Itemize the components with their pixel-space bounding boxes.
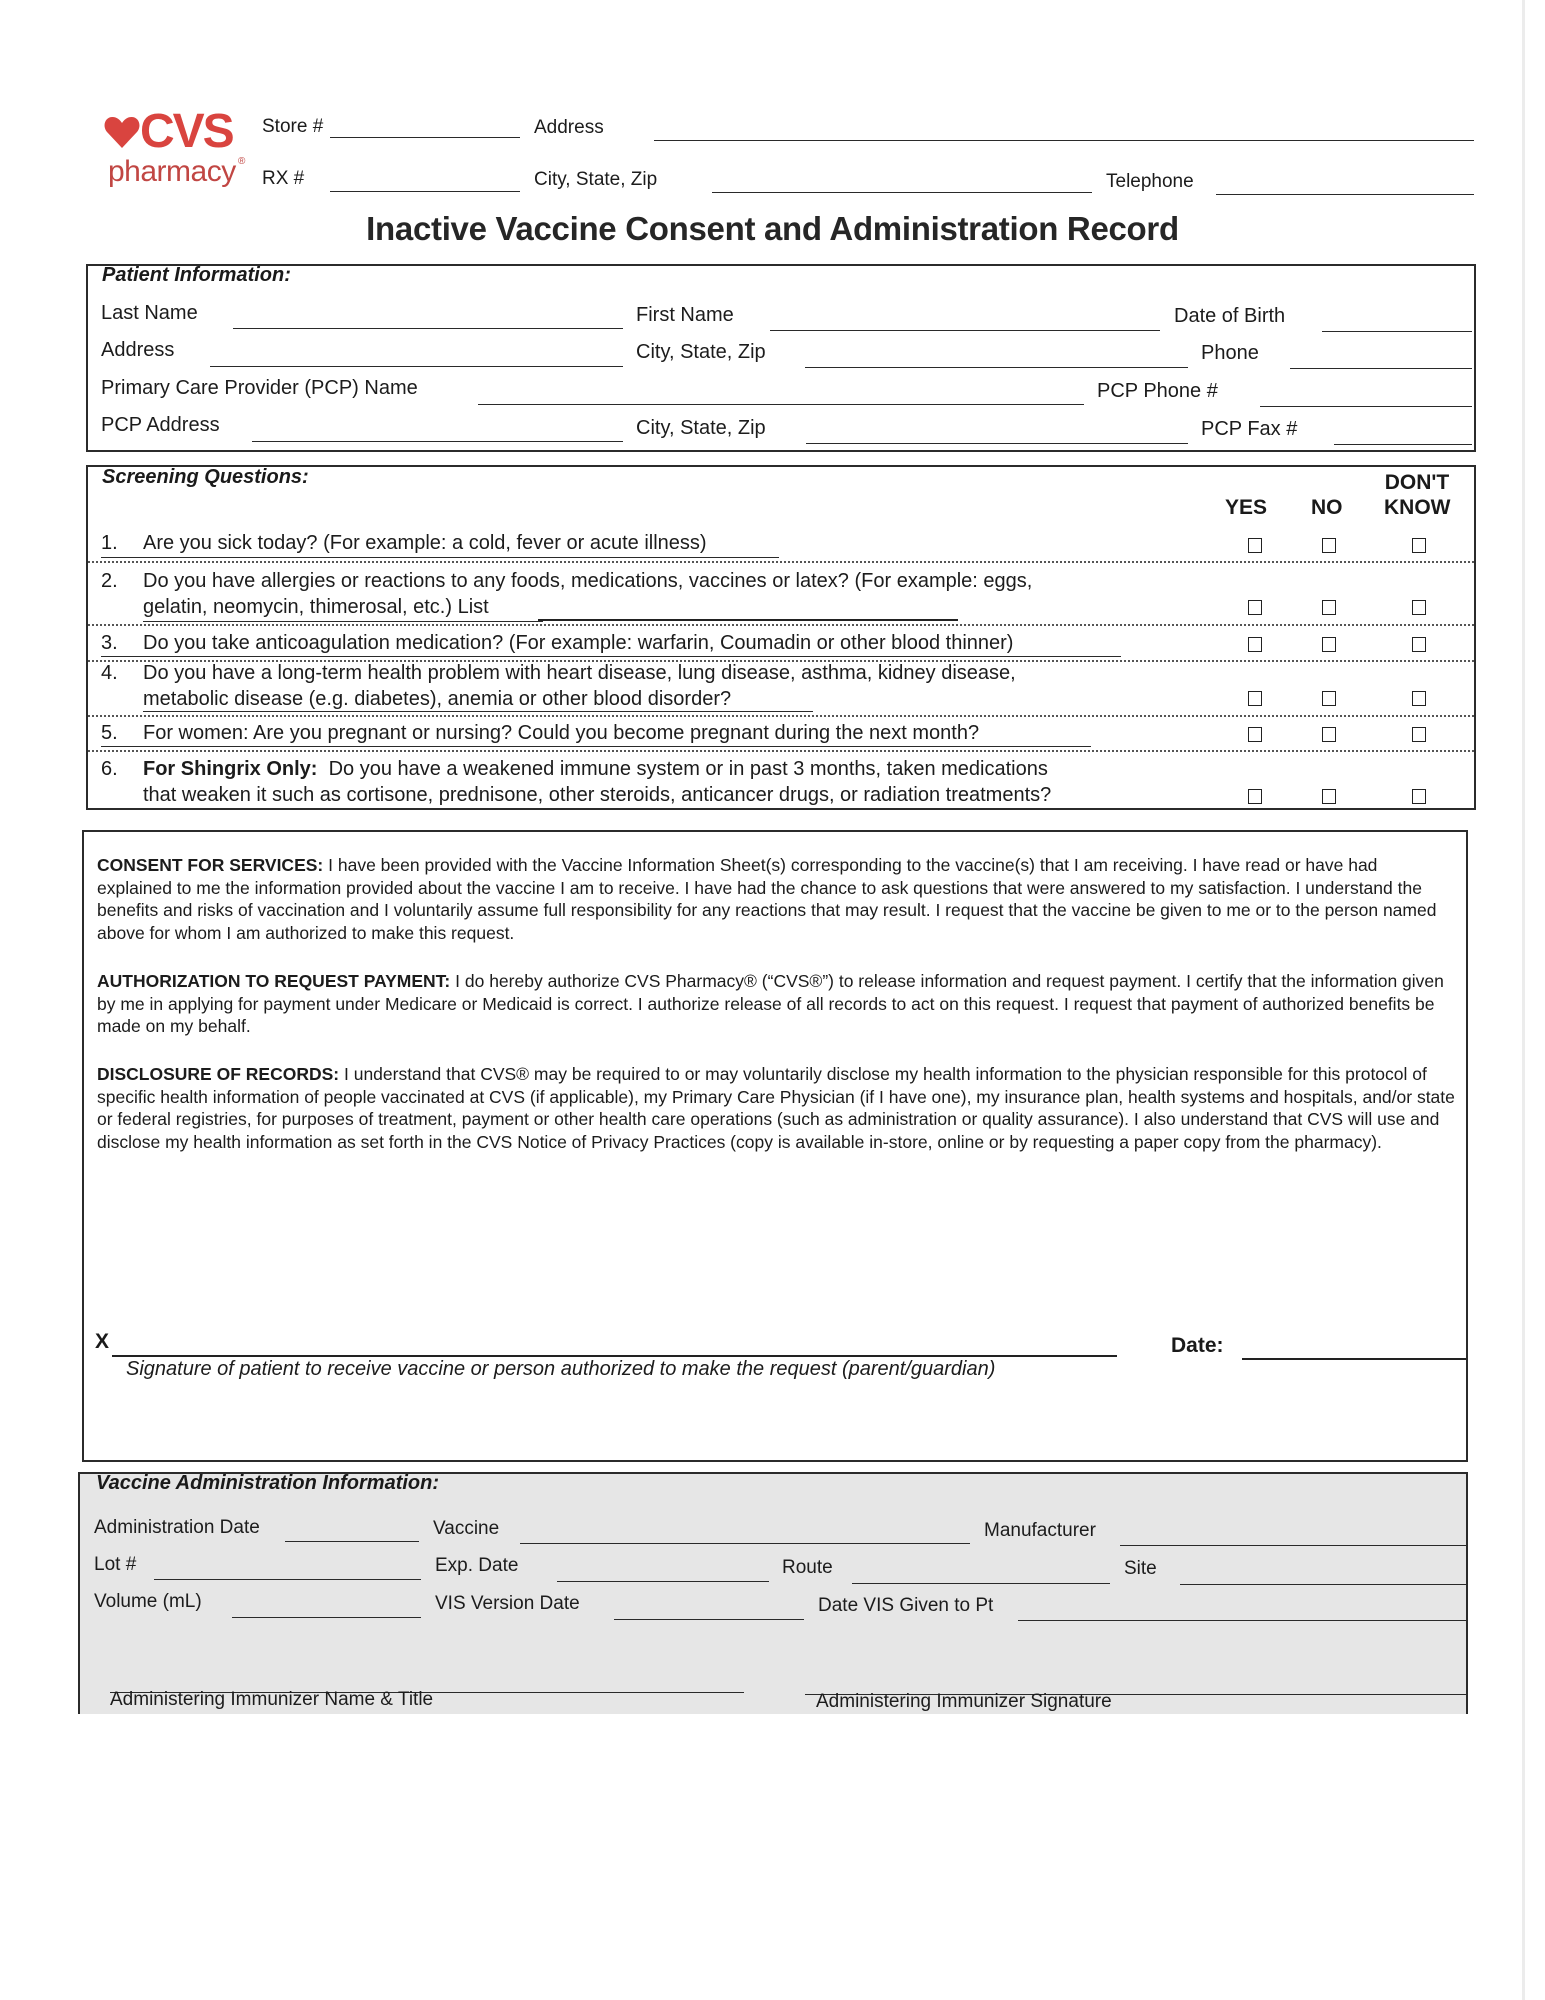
phone-label: Phone <box>1201 342 1259 364</box>
row-divider <box>88 750 1474 752</box>
q2-yes-checkbox[interactable] <box>1248 600 1262 615</box>
underline <box>101 746 1091 747</box>
patient-address-field[interactable] <box>210 344 623 367</box>
volume-label: Volume (mL) <box>94 1591 202 1612</box>
pcp-name-label: Primary Care Provider (PCP) Name <box>101 377 418 399</box>
last-name-field[interactable] <box>233 306 623 329</box>
consent-for-services-paragraph: CONSENT FOR SERVICES: I have been provided with the Vaccine Information Sheet(s) corresponding to the vaccine(s) that I am receiving. I have read or have had explained to me the information provided about the vaccine I am to receive. I have had the chance to ask questions that were answered to my satisfaction. I understand the benefits and risks of vaccination and I voluntarily assume full responsibility for any reactions that may result. I request that the vaccine be given to me or to the person named above for whom I am authorized to make this request. <box>97 855 1437 943</box>
yes-column-header: YES <box>1225 496 1268 519</box>
administration-date-label: Administration Date <box>94 1517 260 1538</box>
site-label: Site <box>1124 1558 1157 1579</box>
allergies-list-field[interactable] <box>538 597 958 621</box>
authorization-payment-paragraph: AUTHORIZATION TO REQUEST PAYMENT: I do hereby authorize CVS Pharmacy® (“CVS®”) to release information and request payment. I certify that the information given by me in applying for payment under Medicare or Medicaid is correct. I authorize release of all records to act on this request. I request that payment of authorized benefits be made on my behalf. <box>97 971 1444 1036</box>
vaccine-label: Vaccine <box>433 1518 500 1539</box>
heart-icon <box>104 115 140 149</box>
scan-edge-line <box>1522 0 1525 2000</box>
q5-yes-checkbox[interactable] <box>1248 727 1262 742</box>
logo-subtitle: pharmacy <box>108 155 236 188</box>
q1-yes-checkbox[interactable] <box>1248 538 1262 553</box>
vis-version-date-label: VIS Version Date <box>435 1593 580 1614</box>
pcp-city-field[interactable] <box>806 421 1188 444</box>
telephone-field[interactable] <box>1216 172 1474 195</box>
q5-no-checkbox[interactable] <box>1322 727 1336 742</box>
site-field[interactable] <box>1180 1562 1466 1585</box>
underline <box>143 711 813 712</box>
logo-registered-mark: ® <box>238 156 246 167</box>
store-city-label: City, State, Zip <box>534 169 658 190</box>
date-vis-given-field[interactable] <box>1018 1598 1466 1621</box>
pcp-fax-label: PCP Fax # <box>1201 418 1298 440</box>
q1-no-checkbox[interactable] <box>1322 538 1336 553</box>
underline <box>101 557 779 558</box>
store-address-field[interactable] <box>654 118 1474 141</box>
phone-field[interactable] <box>1290 346 1472 369</box>
question-text-line2: that weaken it such as cortisone, prednisone, other steroids, anticancer drugs, or radiation treatments? <box>143 784 1052 806</box>
pcp-name-field[interactable] <box>478 382 1084 405</box>
store-number-field[interactable] <box>330 115 520 138</box>
exp-date-field[interactable] <box>557 1559 769 1582</box>
store-address-label: Address <box>534 117 604 138</box>
q6-dont-know-checkbox[interactable] <box>1412 789 1426 804</box>
question-text: Are you sick today? (For example: a cold, fever or acute illness) <box>143 532 707 554</box>
date-vis-given-label: Date VIS Given to Pt <box>818 1595 994 1616</box>
question-text: Do you have a long-term health problem with heart disease, lung disease, asthma, kidney disease, <box>143 662 1016 684</box>
signature-caption: Signature of patient to receive vaccine or person authorized to make the request (parent/guardian) <box>126 1358 996 1380</box>
patient-city-field[interactable] <box>805 345 1188 368</box>
q4-no-checkbox[interactable] <box>1322 691 1336 706</box>
payment-heading: AUTHORIZATION TO REQUEST PAYMENT: <box>97 971 451 991</box>
vaccine-administration-title: Vaccine Administration Information: <box>96 1472 439 1494</box>
vis-version-date-field[interactable] <box>614 1597 804 1620</box>
volume-field[interactable] <box>232 1595 421 1618</box>
date-label: Date: <box>1171 1334 1224 1357</box>
date-of-birth-label: Date of Birth <box>1174 305 1286 327</box>
exp-date-label: Exp. Date <box>435 1555 519 1576</box>
consent-heading: CONSENT FOR SERVICES: <box>97 855 324 875</box>
q6-no-checkbox[interactable] <box>1322 789 1336 804</box>
lot-number-field[interactable] <box>154 1557 421 1580</box>
rx-label: RX # <box>262 168 305 189</box>
no-column-header: NO <box>1311 496 1343 519</box>
q2-dont-know-checkbox[interactable] <box>1412 600 1426 615</box>
question-text-line2: gelatin, neomycin, thimerosal, etc.) List <box>143 596 489 618</box>
q3-no-checkbox[interactable] <box>1322 637 1336 652</box>
q3-yes-checkbox[interactable] <box>1248 637 1262 652</box>
question-text: For women: Are you pregnant or nursing? Could you become pregnant during the next month? <box>143 722 980 744</box>
pcp-city-label: City, State, Zip <box>636 417 766 439</box>
question-text: For Shingrix Only: Do you have a weakened immune system or in past 3 months, taken medications <box>143 758 1048 780</box>
patient-city-label: City, State, Zip <box>636 341 766 363</box>
disclosure-heading: DISCLOSURE OF RECORDS: <box>97 1064 340 1084</box>
manufacturer-field[interactable] <box>1120 1523 1466 1546</box>
q4-dont-know-checkbox[interactable] <box>1412 691 1426 706</box>
rx-number-field[interactable] <box>330 169 520 192</box>
store-label: Store # <box>262 116 324 137</box>
q5-dont-know-checkbox[interactable] <box>1412 727 1426 742</box>
pcp-fax-field[interactable] <box>1334 422 1472 445</box>
store-city-field[interactable] <box>712 170 1092 193</box>
vaccine-field[interactable] <box>520 1521 970 1544</box>
first-name-field[interactable] <box>770 308 1160 331</box>
q6-yes-checkbox[interactable] <box>1248 789 1262 804</box>
administration-date-field[interactable] <box>285 1519 419 1542</box>
pcp-phone-field[interactable] <box>1260 384 1472 407</box>
consent-date-field[interactable] <box>1242 1336 1466 1360</box>
patient-signature-field[interactable] <box>112 1333 1117 1357</box>
immunizer-signature-label: Administering Immunizer Signature <box>816 1691 1112 1712</box>
question-text-line2: metabolic disease (e.g. diabetes), anemia or other blood disorder? <box>143 688 732 710</box>
logo-brand: CVS <box>140 105 233 158</box>
q1-dont-know-checkbox[interactable] <box>1412 538 1426 553</box>
date-of-birth-field[interactable] <box>1322 309 1472 332</box>
route-label: Route <box>782 1557 833 1578</box>
patient-information-title: Patient Information: <box>102 264 291 286</box>
underline <box>143 621 543 622</box>
disclosure-of-records-paragraph: DISCLOSURE OF RECORDS: I understand that CVS® may be required to or may voluntarily disclose my health information to the physician responsible for this protocol of specific health information of people vaccinated at CVS (if applicable), my Primary Care Physician (if I have one), my insurance plan, health systems and hospitals, and/or state or federal registries, for purposes of treatment, payment or other health care operations (such as administration or quality assurance). I also understand that CVS will use and disclose my health information as set forth in the CVS Notice of Privacy Practices (copy is available in-store, online or by requesting a paper copy from the pharmacy). <box>97 1064 1455 1152</box>
underline <box>101 656 1121 657</box>
immunizer-name-label: Administering Immunizer Name & Title <box>110 1689 434 1710</box>
screening-questions-title: Screening Questions: <box>102 466 309 488</box>
telephone-label: Telephone <box>1106 171 1194 192</box>
q2-no-checkbox[interactable] <box>1322 600 1336 615</box>
question-text: Do you take anticoagulation medication? (For example: warfarin, Coumadin or other blood thinner) <box>143 632 1014 654</box>
row-divider <box>88 715 1474 717</box>
row-divider <box>88 624 1474 626</box>
q4-yes-checkbox[interactable] <box>1248 691 1262 706</box>
pcp-address-label: PCP Address <box>101 414 220 436</box>
question-text: Do you have allergies or reactions to any foods, medications, vaccines or latex? (For example: eggs, <box>143 570 1033 592</box>
row-divider <box>88 561 1474 563</box>
lot-number-label: Lot # <box>94 1554 137 1575</box>
dont-know-column-header: DON'T KNOW <box>1384 471 1451 519</box>
patient-address-label: Address <box>101 339 175 361</box>
pcp-address-field[interactable] <box>252 419 623 442</box>
q3-dont-know-checkbox[interactable] <box>1412 637 1426 652</box>
pcp-phone-label: PCP Phone # <box>1097 380 1218 402</box>
manufacturer-label: Manufacturer <box>984 1520 1096 1541</box>
last-name-label: Last Name <box>101 302 198 324</box>
shingrix-only-label: For Shingrix Only: <box>143 758 318 780</box>
page-title: Inactive Vaccine Consent and Administration Record <box>366 210 1179 247</box>
signature-x-mark: X <box>95 1330 110 1353</box>
route-field[interactable] <box>852 1561 1110 1584</box>
first-name-label: First Name <box>636 304 734 326</box>
